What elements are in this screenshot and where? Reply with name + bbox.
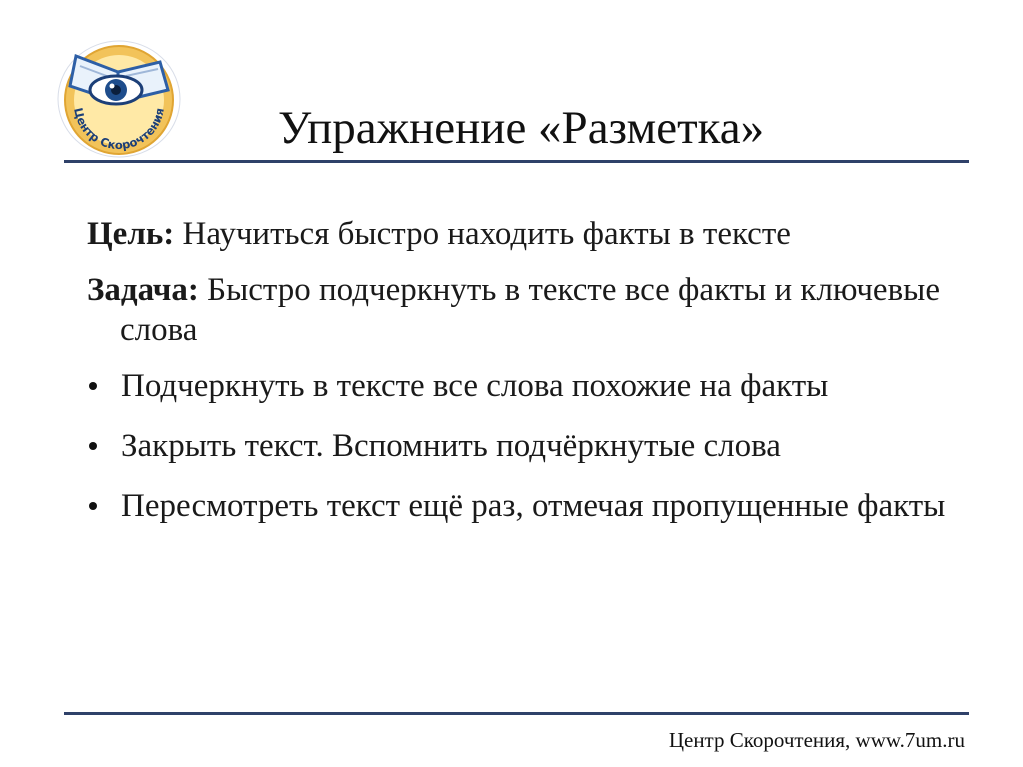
goal-text: Научиться быстро находить факты в тексте (182, 216, 791, 252)
bullet-item (87, 486, 977, 526)
bullet-icon (89, 502, 97, 510)
slide-title: Упражнение «Разметка» (278, 102, 765, 154)
bullet-item (87, 366, 977, 406)
task-label: Задача: (87, 272, 199, 308)
logo-text: Центр Скорочтения (71, 106, 167, 153)
speed-reading-center-logo (54, 38, 184, 160)
bullet-icon (89, 382, 97, 390)
bullet-icon (89, 442, 97, 450)
bullet-item (87, 426, 977, 466)
task-paragraph (87, 270, 977, 350)
title-divider (64, 160, 969, 163)
logo (54, 38, 184, 160)
goal-paragraph (87, 214, 977, 254)
task-text: Быстро подчеркнуть в тексте все факты и ключевые слова (120, 272, 940, 348)
goal-label: Цель: (87, 216, 175, 252)
bullet-text: Подчеркнуть в тексте все слова похожие на факты (121, 368, 829, 404)
footer-text: Центр Скорочтения, www.7um.ru (668, 728, 965, 752)
bullet-text: Закрыть текст. Вспомнить подчёркнутые слова (121, 428, 781, 464)
slide-content (87, 214, 977, 546)
footer-divider (64, 712, 969, 715)
bullet-text: Пересмотреть текст ещё раз, отмечая пропущенные факты (121, 488, 946, 524)
